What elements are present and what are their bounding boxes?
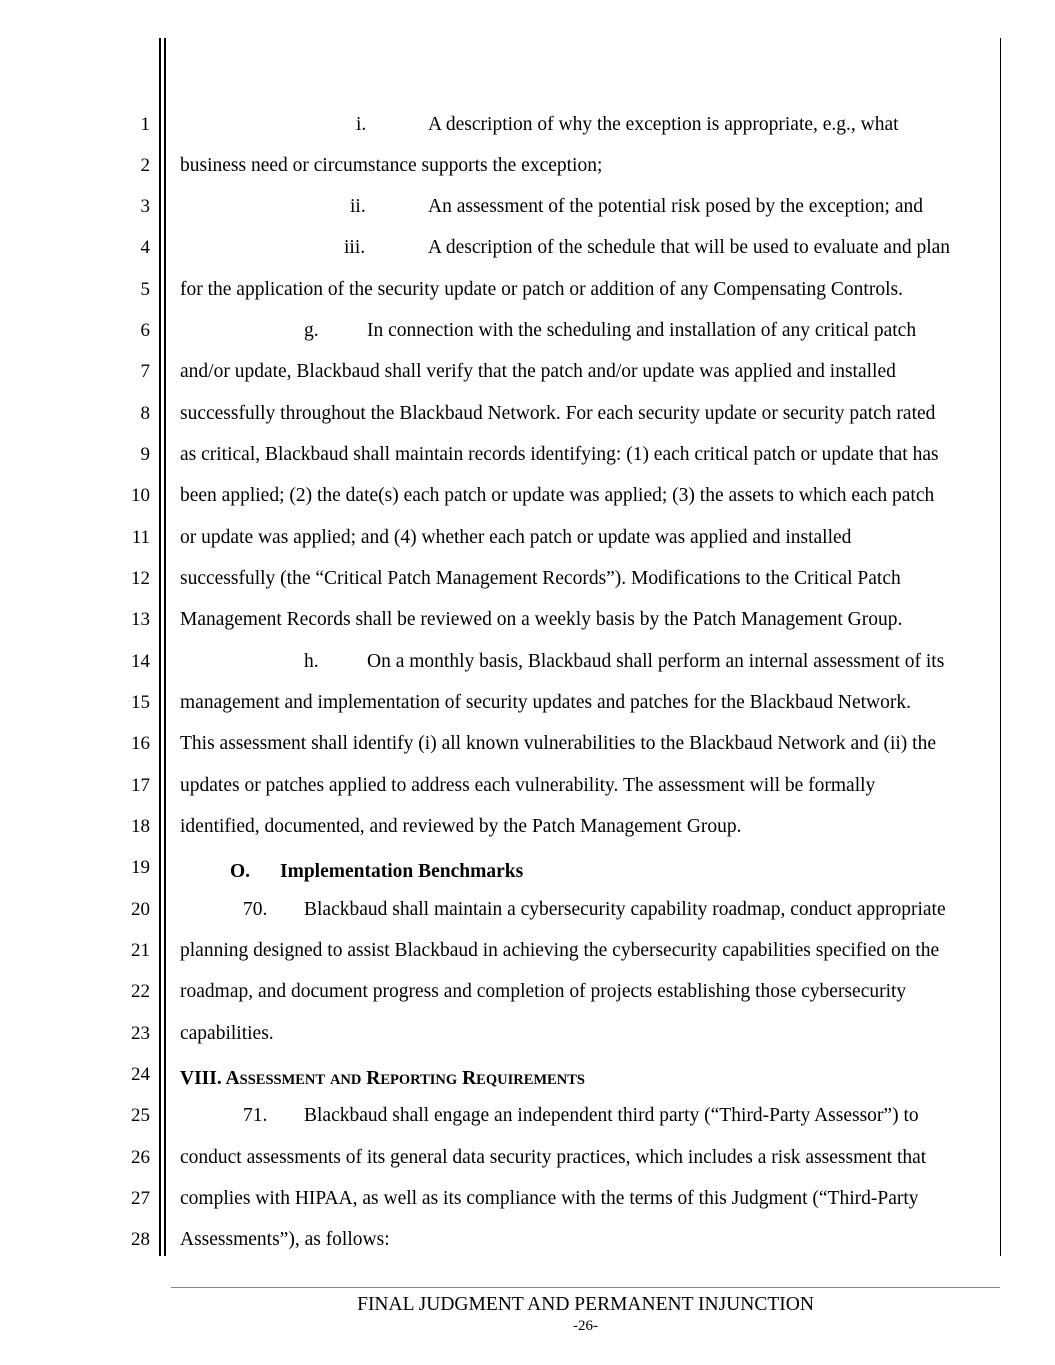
item-i-text: A description of why the exception is appropriate, e.g., what [428, 114, 899, 135]
item-ii-marker: ii. [350, 196, 366, 217]
item-g-line: as critical, Blackbaud shall maintain records identifying: (1) each critical patch or update that has [180, 444, 939, 465]
item-h-line: management and implementation of security updates and patches for the Blackbaud Network. [180, 692, 912, 713]
line-number: 24 [131, 1064, 150, 1085]
line-number: 10 [131, 485, 150, 506]
item-g-marker: g. [304, 320, 319, 341]
line-number: 13 [131, 609, 150, 630]
item-iii-text: A description of the schedule that will be used to evaluate and plan [428, 237, 951, 258]
item-g-line: Management Records shall be reviewed on a weekly basis by the Patch Management Group. [180, 609, 903, 630]
heading-smallcaps: EPORTING [380, 1072, 458, 1088]
para-71-first-line: Blackbaud shall engage an independent third party (“Third-Party Assessor”) to [304, 1105, 919, 1126]
line-number: 17 [131, 775, 150, 796]
item-i-continuation: business need or circumstance supports the exception; [180, 155, 603, 176]
heading-smallcaps: SSESSMENT [239, 1072, 326, 1088]
line-number: 7 [140, 361, 150, 382]
right-margin-rule [1000, 38, 1001, 1256]
para-70-line: roadmap, and document progress and completion of projects establishing those cybersecurity [180, 981, 907, 1002]
heading-letter: R [366, 1068, 381, 1089]
footer-title: FINAL JUDGMENT AND PERMANENT INJUNCTION [357, 1294, 814, 1315]
item-h-line: identified, documented, and reviewed by the Patch Management Group. [180, 816, 742, 837]
line-number: 3 [140, 196, 150, 217]
item-g-line: been applied; (2) the date(s) each patch or update was applied; (3) the assets to which each patch [180, 485, 935, 506]
item-h-marker: h. [304, 651, 319, 672]
line-number: 21 [131, 940, 150, 961]
line-number: 20 [131, 899, 150, 920]
line-number: 11 [131, 527, 150, 548]
para-70-line: planning designed to assist Blackbaud in achieving the cybersecurity capabilities specified on the [180, 940, 940, 961]
para-70-line: capabilities. [180, 1023, 274, 1044]
line-number: 1 [140, 114, 150, 135]
item-i-marker: i. [356, 114, 367, 135]
line-number: 28 [131, 1229, 150, 1250]
item-h-line: updates or patches applied to address each vulnerability. The assessment will be formally [180, 775, 876, 796]
line-number: 18 [131, 816, 150, 837]
heading-smallcaps: AND [329, 1072, 362, 1088]
line-number: 25 [131, 1105, 150, 1126]
line-number: 8 [140, 403, 150, 424]
item-h-text: On a monthly basis, Blackbaud shall perform an internal assessment of its [367, 651, 945, 672]
line-number: 14 [131, 651, 150, 672]
line-number: 4 [140, 237, 150, 258]
line-number: 15 [131, 692, 150, 713]
line-number: 27 [131, 1188, 150, 1209]
heading-smallcaps: EQUIREMENTS [476, 1072, 585, 1088]
item-g-line: or update was applied; and (4) whether each patch or update was applied and installed [180, 527, 852, 548]
item-g-line: successfully throughout the Blackbaud Network. For each security update or security patch rated [180, 403, 936, 424]
para-71-line: conduct assessments of its general data security practices, which includes a risk assessment that [180, 1147, 927, 1168]
section-viii-numeral: VIII. [180, 1068, 222, 1089]
para-70-first-line: Blackbaud shall maintain a cybersecurity capability roadmap, conduct appropriate [304, 899, 946, 920]
item-g-line: successfully (the “Critical Patch Management Records”). Modifications to the Critical Patch [180, 568, 901, 589]
para-71-line: Assessments”), as follows: [180, 1229, 390, 1250]
footer-rule [171, 1287, 1000, 1288]
page-number: -26- [573, 1318, 598, 1334]
line-number: 16 [131, 733, 150, 754]
item-g-text: In connection with the scheduling and installation of any critical patch [367, 320, 917, 341]
line-number: 22 [131, 981, 150, 1002]
item-ii-text: An assessment of the potential risk posed by the exception; and [428, 196, 923, 217]
heading-letter: R [462, 1068, 477, 1089]
line-number: 5 [140, 279, 150, 300]
item-h-line: This assessment shall identify (i) all known vulnerabilities to the Blackbaud Network and (ii) the [180, 733, 936, 754]
left-margin-rule-outer [159, 38, 161, 1256]
para-70-number: 70. [243, 899, 268, 920]
line-number: 9 [140, 444, 150, 465]
line-number: 6 [140, 320, 150, 341]
section-viii-heading [180, 1069, 585, 1090]
left-margin-rule-inner [164, 38, 166, 1256]
item-iii-continuation: for the application of the security update or patch or addition of any Compensating Controls. [180, 279, 903, 300]
heading-letter: A [225, 1068, 240, 1089]
section-o-title: Implementation Benchmarks [280, 861, 524, 882]
item-g-line: and/or update, Blackbaud shall verify that the patch and/or update was applied and installed [180, 361, 896, 382]
line-number: 2 [140, 155, 150, 176]
item-iii-marker: iii. [344, 237, 366, 258]
para-71-number: 71. [243, 1105, 268, 1126]
line-number: 12 [131, 568, 150, 589]
section-o-marker: O. [230, 861, 251, 882]
line-number: 23 [131, 1023, 150, 1044]
line-number: 26 [131, 1147, 150, 1168]
para-71-line: complies with HIPAA, as well as its compliance with the terms of this Judgment (“Third-Party [180, 1188, 919, 1209]
line-number: 19 [131, 857, 150, 878]
